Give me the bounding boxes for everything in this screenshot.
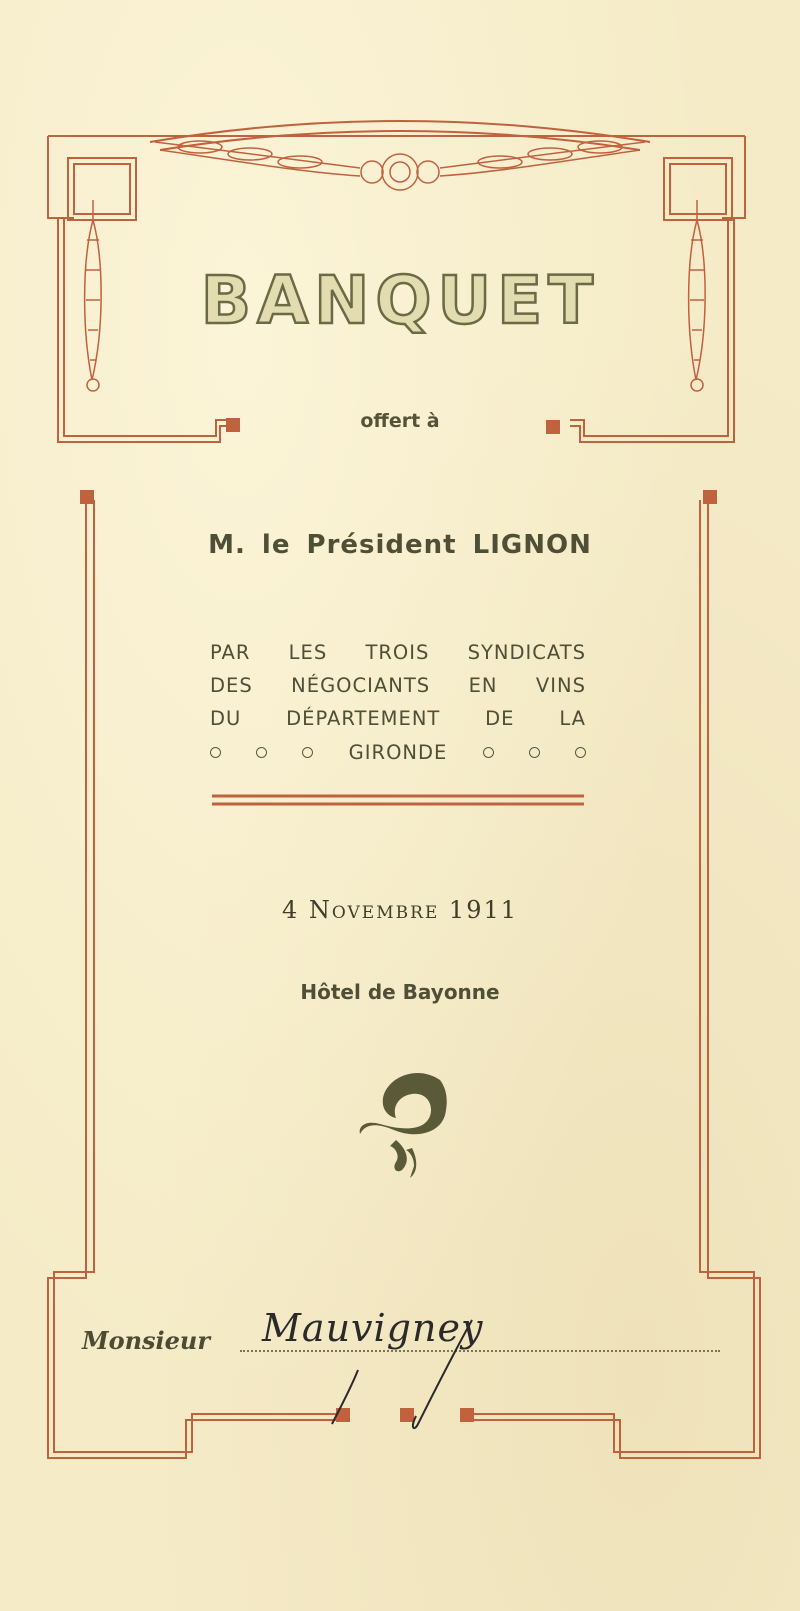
banquet-title: BANQUET xyxy=(200,262,600,339)
monsieur-label: Monsieur xyxy=(82,1326,211,1355)
gironde-label: GIRONDE xyxy=(348,740,448,764)
syndicats-line-1: PAR LES TROIS SYNDICATS xyxy=(210,641,586,664)
ring-ornament xyxy=(529,747,540,758)
ring-ornament xyxy=(483,747,494,758)
venue-name: Hôtel de Bayonne xyxy=(300,980,500,1004)
event-date: 4 Novembre 1911 xyxy=(281,896,519,924)
laurel-garland-icon xyxy=(155,141,645,190)
honoree-name: M. le Président LIGNON xyxy=(208,530,592,560)
syndicats-line-2: DES NÉGOCIANTS EN VINS xyxy=(210,674,586,697)
ring-ornament xyxy=(210,747,221,758)
handwritten-name: Mauvigney xyxy=(262,1306,484,1350)
monogram-icon xyxy=(360,1073,447,1178)
ring-ornament xyxy=(575,747,586,758)
ring-ornament xyxy=(302,747,313,758)
syndicats-line-3: DU DÉPARTEMENT DE LA xyxy=(210,707,586,730)
gironde-line xyxy=(210,737,586,767)
offert-label: offert à xyxy=(360,410,440,432)
ring-ornament xyxy=(256,747,267,758)
signature-flourish xyxy=(240,1300,520,1430)
